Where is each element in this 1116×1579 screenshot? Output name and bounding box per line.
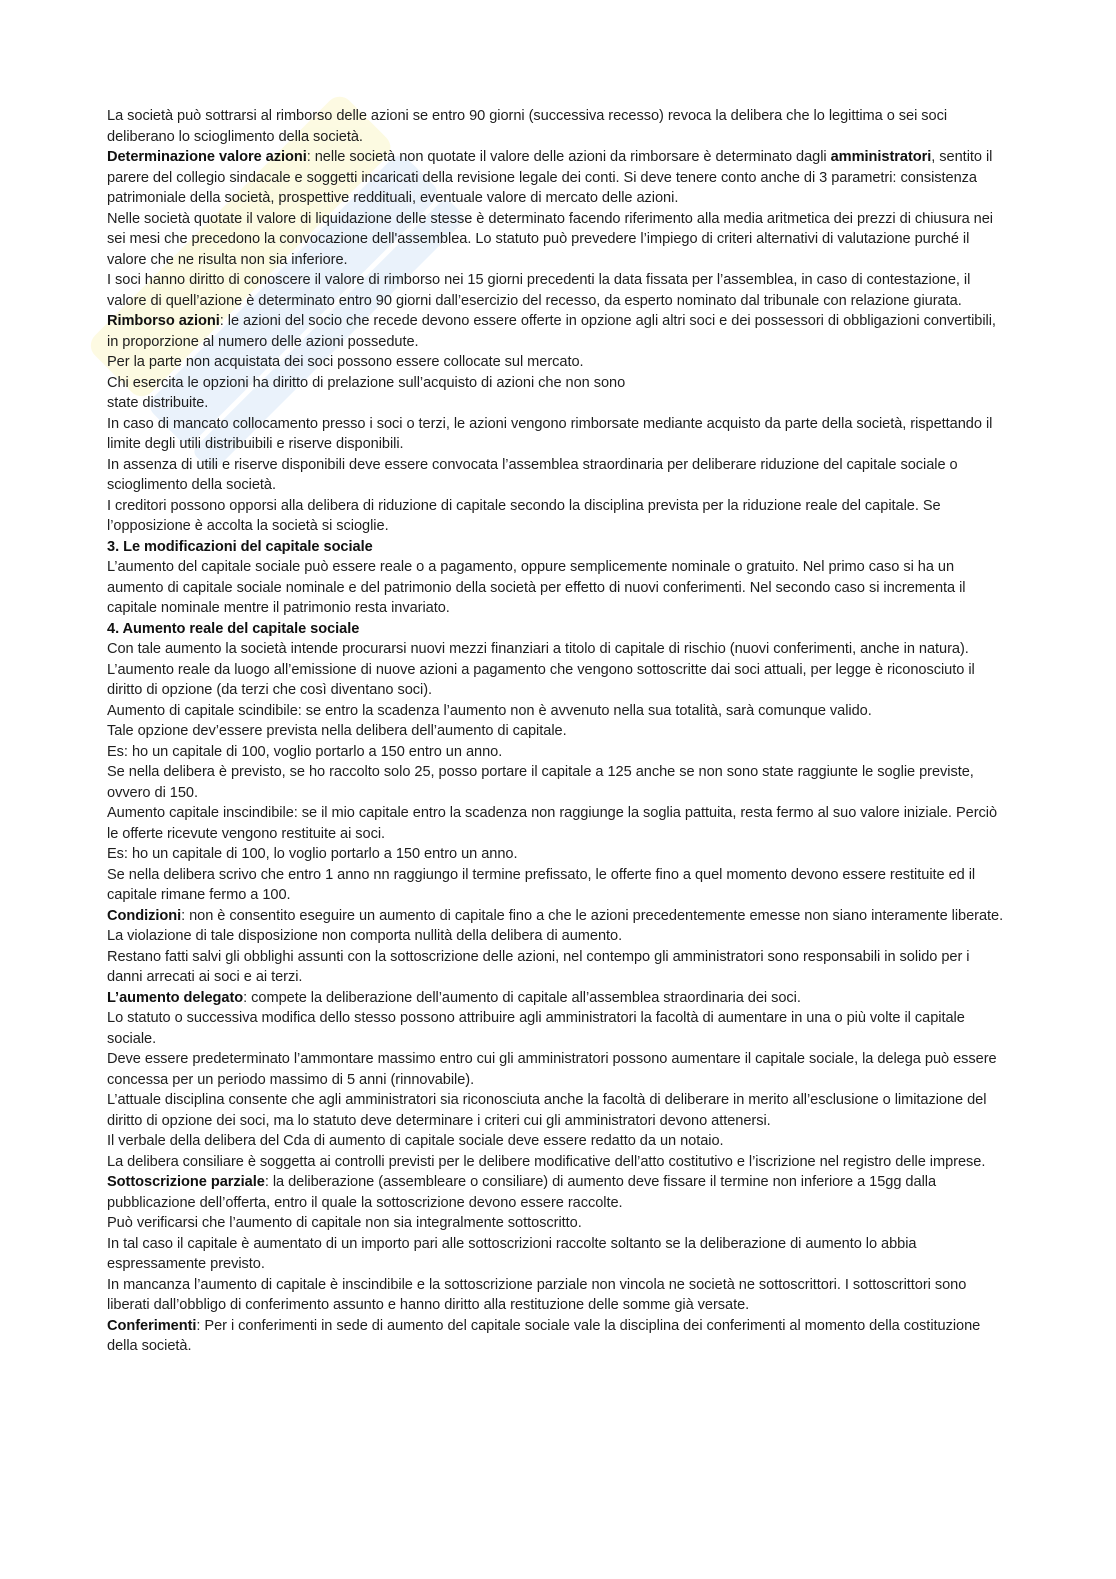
paragraph-24: L’aumento delegato: compete la deliberazione dell’aumento di capitale all’assemblea straordinaria dei soci. (107, 989, 801, 1006)
heading-inline: Determinazione valore azioni (107, 149, 307, 165)
paragraph-25: Lo statuto o successiva modifica dello stesso possono attribuire agli amministratori la facoltà di aumentare in una o più volte il capitale sociale. (107, 1010, 965, 1047)
section-heading-4: 4. Aumento reale del capitale sociale (107, 620, 360, 637)
heading-inline: amministratori (830, 149, 932, 165)
paragraph-3: Nelle società quotate il valore di liquidazione delle stesse è determinato facendo riferimento alla media aritmetica dei prezzi di chiusura nei sei mesi che precedono la convocazione dell'assemblea. Lo statuto può prevedere l’impiego di criteri alternativi di valutazione purché il valore che ne risulta non sia inferiore. (107, 210, 993, 268)
paragraph-4: I soci hanno diritto di conoscere il valore di rimborso nei 15 giorni precedenti la data fissata per l’assemblea, in caso di contestazione, il valore di quell’azione è determinato entro 90 giorni dall’esercizio del recesso, da esperto nominato dal tribunale con relazione giurata. (107, 272, 971, 309)
paragraph-26: Deve essere predeterminato l’ammontare massimo entro cui gli amministratori possono aumentare il capitale sociale, la delega può essere concessa per un periodo massimo di 5 anni (rinnovabile). (107, 1051, 997, 1088)
paragraph-10: In assenza di utili e riserve disponibili deve essere convocata l’assemblea straordinaria per deliberare riduzione del capitale sociale o scioglimento della società. (107, 456, 958, 493)
paragraph-13: Con tale aumento la società intende procurarsi nuovi mezzi finanziari a titolo di capitale di rischio (nuovi conferimenti, anche in natura). L’aumento reale da luogo all’emissione di nuove azioni a pagamento che vengono sottoscritte dai soci attuali, per legge è riconosciuto il diritto di opzione (da terzi che così diventano soci). (107, 641, 975, 698)
paragraph-23: Restano fatti salvi gli obblighi assunti con la sottoscrizione delle azioni, nel contempo gli amministratori sono responsabili in solido per i danni arrecati ai soci e ai terzi. (107, 948, 970, 985)
paragraph-8: state distribuite. (107, 395, 209, 411)
paragraph-11: I creditori possono opporsi alla delibera di riduzione di capitale secondo la disciplina prevista per la riduzione reale del capitale. Se l’opposizione è accolta la società si scioglie. (107, 497, 941, 534)
paragraph-1: La società può sottrarsi al rimborso delle azioni se entro 90 giorni (successiva recesso) revoca la delibera che lo legittima o sei soci deliberano lo scioglimento della società. (107, 108, 948, 145)
paragraph-20: Se nella delibera scrivo che entro 1 anno nn raggiungo il termine prefissato, le offerte fino a quel momento devono essere restituite ed il capitale rimane fermo a 100. (107, 866, 976, 903)
heading-inline: Rimborso azioni (107, 313, 220, 329)
paragraph-27: L’attuale disciplina consente che agli amministratori sia riconosciuta anche la facoltà di deliberare in merito all’esclusione o limitazione del diritto di opzione dei soci, ma lo statuto deve determinare i criteri cui gli amministratori devono attenersi. (107, 1092, 987, 1129)
document-body (107, 106, 1007, 1357)
section-heading-3: 3. Le modificazioni del capitale sociale (107, 538, 373, 555)
paragraph-19: Es: ho un capitale di 100, lo voglio portarlo a 150 entro un anno. (107, 846, 518, 862)
paragraph-12: L’aumento del capitale sociale può essere reale o a pagamento, oppure semplicemente nominale o gratuito. Nel primo caso si ha un aumento di capitale sociale nominale e del patrimonio della società per effetto di nuovi conferimenti. Nel secondo caso si incrementa il capitale nominale mentre il patrimonio resta invariato. (107, 559, 966, 616)
paragraph-22: La violazione di tale disposizione non comporta nullità della delibera di aumento. (107, 928, 623, 944)
paragraph-21: Condizioni: non è consentito eseguire un aumento di capitale fino a che le azioni precedentemente emesse non siano interamente liberate. (107, 907, 1004, 924)
paragraph-16: Es: ho un capitale di 100, voglio portarlo a 150 entro un anno. (107, 743, 503, 760)
heading-inline: Conferimenti (107, 1317, 197, 1334)
paragraph-33: In mancanza l’aumento di capitale è inscindibile e la sottoscrizione parziale non vincola ne società ne sottoscrittori. I sottoscrittori sono liberati dall’obbligo di conferimento assunto e hanno diritto alla restituzione delle somme già versate. (107, 1276, 967, 1313)
paragraph-2: Determinazione valore azioni: nelle società non quotate il valore delle azioni da rimborsare è determinato dagli amministratori, sentito il parere del collegio sindacale e soggetti incaricati della revisione legale dei conti. Si deve tenere conto anche di 3 parametri: consistenza patrimoniale della società, prospettive reddituali, eventuale valore di mercato delle azioni. (107, 149, 993, 206)
paragraph-17: Se nella delibera è previsto, se ho raccolto solo 25, posso portare il capitale a 125 anche se non sono state raggiunte le soglie previste, ovvero di 150. (107, 764, 974, 801)
paragraph-5: Rimborso azioni: le azioni del socio che recede devono essere offerte in opzione agli altri soci e dei possessori di obbligazioni convertibili, in proporzione al numero delle azioni possedute. (107, 313, 996, 350)
paragraph-14: Aumento di capitale scindibile: se entro la scadenza l’aumento non è avvenuto nella sua totalità, sarà comunque valido. (107, 702, 872, 719)
paragraph-7: Chi esercita le opzioni ha diritto di prelazione sull’acquisto di azioni che non sono (107, 374, 626, 391)
paragraph-30: Sottoscrizione parziale: la deliberazione (assembleare o consiliare) di aumento deve fissare il termine non inferiore a 15gg dalla pubblicazione dell’offerta, entro il quale la sottoscrizione devono essere raccolte. (107, 1174, 937, 1211)
heading-inline: Sottoscrizione parziale (107, 1174, 265, 1190)
heading-inline: L’aumento delegato (107, 989, 244, 1006)
paragraph-34: Conferimenti: Per i conferimenti in sede di aumento del capitale sociale vale la disciplina dei conferimenti al momento della costituzione della società. (107, 1317, 981, 1354)
paragraph-18: Aumento capitale inscindibile: se il mio capitale entro la scadenza non raggiunge la soglia pattuita, resta fermo al suo valore iniziale. Perciò le offerte ricevute vengono restituite ai soci. (107, 805, 998, 842)
heading-inline: Condizioni (107, 907, 182, 924)
paragraph-29: La delibera consiliare è soggetta ai controlli previsti per le delibere modificative dell’atto costitutivo e l’iscrizione nel registro delle imprese. (107, 1153, 986, 1170)
paragraph-28: Il verbale della delibera del Cda di aumento di capitale sociale deve essere redatto da un notaio. (107, 1133, 724, 1149)
paragraph-32: In tal caso il capitale è aumentato di un importo pari alle sottoscrizioni raccolte soltanto se la deliberazione di aumento lo abbia espressamente previsto. (107, 1235, 917, 1272)
paragraph-31: Può verificarsi che l’aumento di capitale non sia integralmente sottoscritto. (107, 1215, 582, 1231)
paragraph-15: Tale opzione dev’essere prevista nella delibera dell’aumento di capitale. (107, 723, 567, 739)
paragraph-6: Per la parte non acquistata dei soci possono essere collocate sul mercato. (107, 354, 584, 370)
paragraph-9: In caso di mancato collocamento presso i soci o terzi, le azioni vengono rimborsate mediante acquisto da parte della società, rispettando il limite degli utili distribuibili e riserve disponibili. (107, 415, 993, 452)
